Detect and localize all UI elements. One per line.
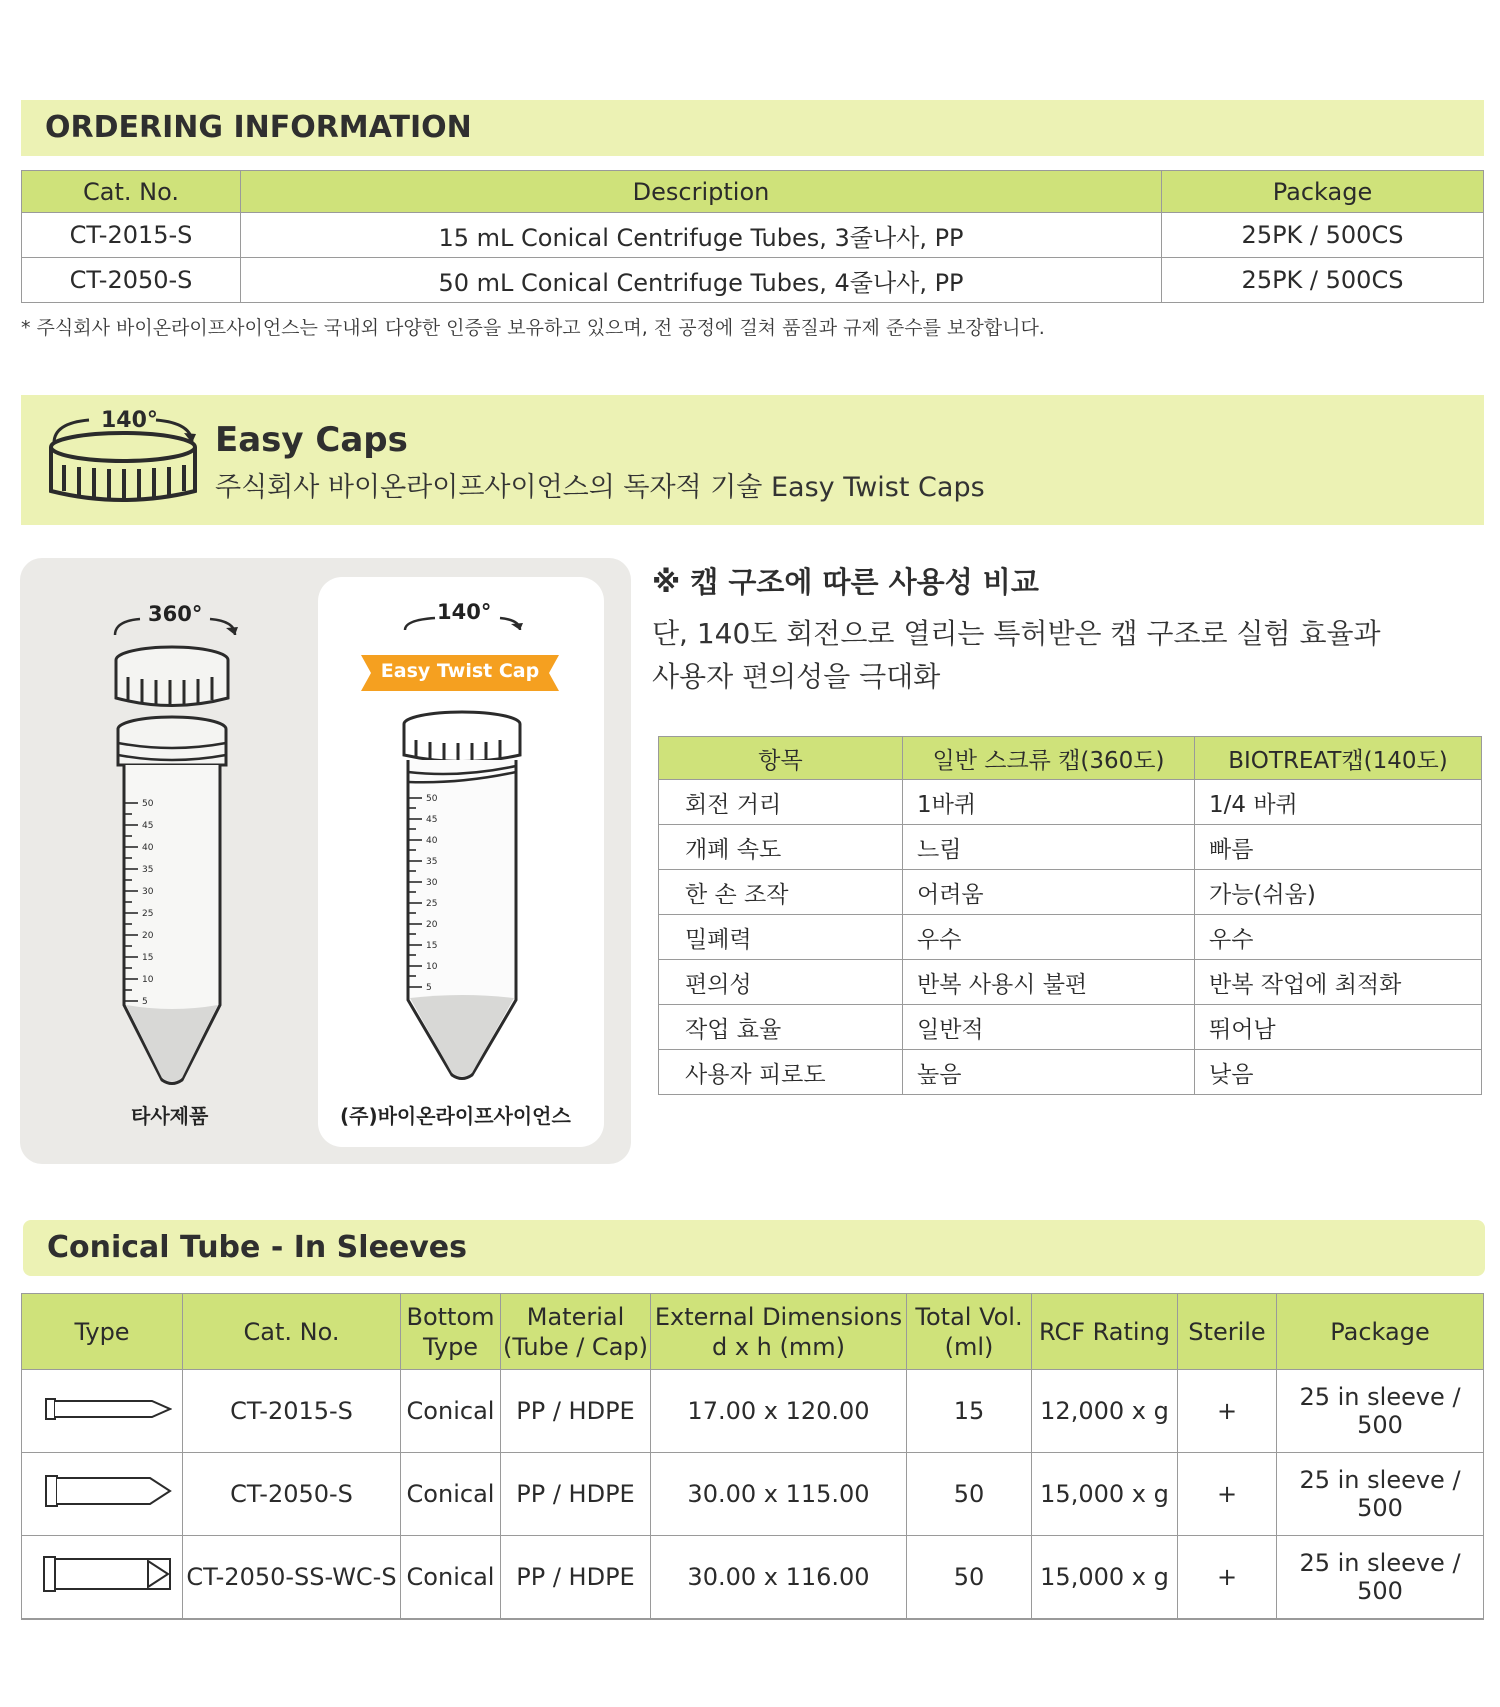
cell-biotreat: 빠름 (1195, 825, 1482, 870)
cell-item: 사용자 피로도 (659, 1050, 903, 1095)
cell-biotreat: 1/4 바퀴 (1195, 780, 1482, 825)
cell-sterile: + (1178, 1453, 1277, 1536)
col-header-total-vol: Total Vol. (ml) (907, 1294, 1032, 1370)
cell-standard: 우수 (903, 915, 1195, 960)
cell-bottom-type: Conical (401, 1370, 501, 1453)
table-row (659, 1005, 1482, 1050)
cell-total-vol: 15 (907, 1370, 1032, 1453)
ordering-title: ORDERING INFORMATION (45, 110, 472, 145)
cell-bottom-type: Conical (401, 1536, 501, 1620)
scale-mark: 40 (426, 836, 438, 846)
cell-biotreat: 낮음 (1195, 1050, 1482, 1095)
cell-item: 작업 효율 (659, 1005, 903, 1050)
cell-biotreat: 가능(쉬움) (1195, 870, 1482, 915)
cell-standard: 느림 (903, 825, 1195, 870)
cell-biotreat: 반복 작업에 최적화 (1195, 960, 1482, 1005)
scale-mark: 35 (426, 857, 438, 867)
col-header-cat-no: Cat. No. (22, 171, 241, 213)
col-header-biotreat-cap: BIOTREAT캡(140도) (1195, 737, 1482, 780)
cell-standard: 1바퀴 (903, 780, 1195, 825)
scale-mark: 35 (142, 865, 154, 875)
cell-standard: 높음 (903, 1050, 1195, 1095)
cell-dimensions: 30.00 x 116.00 (651, 1536, 907, 1620)
cell-package: 25 in sleeve / 500 (1277, 1370, 1484, 1453)
easy-caps-band (21, 395, 1484, 525)
biotreat-caption: (주)바이온라이프사이언스 (340, 1104, 571, 1128)
competitor-caption: 타사제품 (131, 1104, 209, 1128)
cell-package: 25PK / 500CS (1162, 213, 1484, 258)
scale-mark: 20 (142, 931, 154, 941)
col-header-cat-no: Cat. No. (183, 1294, 401, 1370)
cell-cat-no: CT-2050-SS-WC-S (183, 1536, 401, 1620)
cell-description: 15 mL Conical Centrifuge Tubes, 3줄나사, PP (241, 213, 1162, 258)
scale-mark: 50 (426, 794, 438, 804)
table-row (659, 825, 1482, 870)
tube-type-cell (22, 1370, 183, 1453)
table-row (659, 870, 1482, 915)
cell-cat-no: CT-2050-S (183, 1453, 401, 1536)
cell-cat-no: CT-2015-S (22, 213, 241, 258)
cell-item: 편의성 (659, 960, 903, 1005)
scale-mark: 45 (142, 821, 154, 831)
left-angle-label: 360° (148, 602, 203, 626)
col-header-bottom-type: Bottom Type (401, 1294, 501, 1370)
cell-material: PP / HDPE (501, 1370, 651, 1453)
cell-rcf-rating: 12,000 x g (1032, 1370, 1178, 1453)
right-angle-label: 140° (437, 600, 492, 624)
cell-item: 한 손 조작 (659, 870, 903, 915)
tube-type-cell (22, 1536, 183, 1620)
cell-package: 25 in sleeve / 500 (1277, 1536, 1484, 1620)
easy-caps-subtitle: 주식회사 바이온라이프사이언스의 독자적 기술 Easy Twist Caps (215, 472, 985, 503)
table-row (659, 780, 1482, 825)
table-row (22, 1536, 1484, 1620)
cell-material: PP / HDPE (501, 1536, 651, 1620)
scale-mark: 10 (142, 975, 154, 985)
cell-biotreat: 뛰어남 (1195, 1005, 1482, 1050)
col-header-rcf-rating: RCF Rating (1032, 1294, 1178, 1370)
cell-item: 밀폐력 (659, 915, 903, 960)
col-header-dimensions: External Dimensions d x h (mm) (651, 1294, 907, 1370)
table-row (22, 258, 1484, 303)
table-row (659, 915, 1482, 960)
scale-mark: 30 (426, 878, 438, 888)
cell-dimensions: 30.00 x 115.00 (651, 1453, 907, 1536)
col-header-sterile: Sterile (1178, 1294, 1277, 1370)
cell-item: 개폐 속도 (659, 825, 903, 870)
cell-standard: 반복 사용시 불편 (903, 960, 1195, 1005)
table-row (22, 1453, 1484, 1536)
col-header-description: Description (241, 171, 1162, 213)
cell-rcf-rating: 15,000 x g (1032, 1536, 1178, 1620)
tube-15ml-icon (32, 1393, 172, 1423)
scale-mark: 30 (142, 887, 154, 897)
cell-dimensions: 17.00 x 120.00 (651, 1370, 907, 1453)
easy-twist-tag: Easy Twist Cap (380, 660, 540, 682)
comparison-table (658, 736, 1482, 1095)
comparison-title: ※ 캡 구조에 따른 사용성 비교 (652, 565, 1039, 599)
cell-description: 50 mL Conical Centrifuge Tubes, 4줄나사, PP (241, 258, 1162, 303)
scale-mark: 15 (142, 953, 154, 963)
cell-bottom-type: Conical (401, 1453, 501, 1536)
sleeves-table (21, 1293, 1484, 1620)
cell-package: 25 in sleeve / 500 (1277, 1453, 1484, 1536)
cell-standard: 어려움 (903, 870, 1195, 915)
scale-mark: 20 (426, 920, 438, 930)
scale-mark: 15 (426, 941, 438, 951)
scale-mark: 25 (426, 899, 438, 909)
cell-cat-no: CT-2050-S (22, 258, 241, 303)
scale-mark: 50 (142, 799, 154, 809)
col-header-item: 항목 (659, 737, 903, 780)
cell-item: 회전 거리 (659, 780, 903, 825)
sleeves-title: Conical Tube - In Sleeves (47, 1230, 468, 1265)
tube-type-cell (22, 1453, 183, 1536)
scale-mark: 45 (426, 815, 438, 825)
comparison-description (652, 612, 1432, 698)
table-row (659, 1050, 1482, 1095)
table-row (22, 213, 1484, 258)
cell-total-vol: 50 (907, 1453, 1032, 1536)
scale-mark: 40 (142, 843, 154, 853)
scale-mark: 25 (142, 909, 154, 919)
cell-cat-no: CT-2015-S (183, 1370, 401, 1453)
scale-mark: 5 (142, 997, 148, 1007)
cell-standard: 일반적 (903, 1005, 1195, 1050)
col-header-package: Package (1277, 1294, 1484, 1370)
cell-biotreat: 우수 (1195, 915, 1482, 960)
competitor-tube-illustration (100, 605, 250, 1090)
col-header-type: Type (22, 1294, 183, 1370)
scale-mark: 5 (426, 983, 432, 993)
col-header-package: Package (1162, 171, 1484, 213)
ordering-table (21, 170, 1484, 303)
cap-angle-label: 140° (101, 408, 158, 433)
cell-package: 25PK / 500CS (1162, 258, 1484, 303)
cell-material: PP / HDPE (501, 1453, 651, 1536)
cell-sterile: + (1178, 1370, 1277, 1453)
col-header-standard-cap: 일반 스크류 캡(360도) (903, 737, 1195, 780)
scale-mark: 10 (426, 962, 438, 972)
comparison-desc-line: 단, 140도 회전으로 열리는 특허받은 캡 구조로 실험 효율과 (652, 617, 1381, 650)
cell-rcf-rating: 15,000 x g (1032, 1453, 1178, 1536)
certification-note: * 주식회사 바이온라이프사이언스는 국내외 다양한 인증을 보유하고 있으며, 전 공정에 걸쳐 품질과 규제 준수를 보장합니다. (21, 317, 1045, 339)
cell-sterile: + (1178, 1536, 1277, 1620)
table-row (22, 1370, 1484, 1453)
table-row (659, 960, 1482, 1005)
tube-50ml-icon (32, 1471, 172, 1511)
tube-self-standing-icon (32, 1554, 172, 1594)
col-header-material: Material (Tube / Cap) (501, 1294, 651, 1370)
cell-total-vol: 50 (907, 1536, 1032, 1620)
easy-caps-title: Easy Caps (215, 420, 408, 460)
comparison-desc-line: 사용자 편의성을 극대화 (652, 660, 941, 693)
